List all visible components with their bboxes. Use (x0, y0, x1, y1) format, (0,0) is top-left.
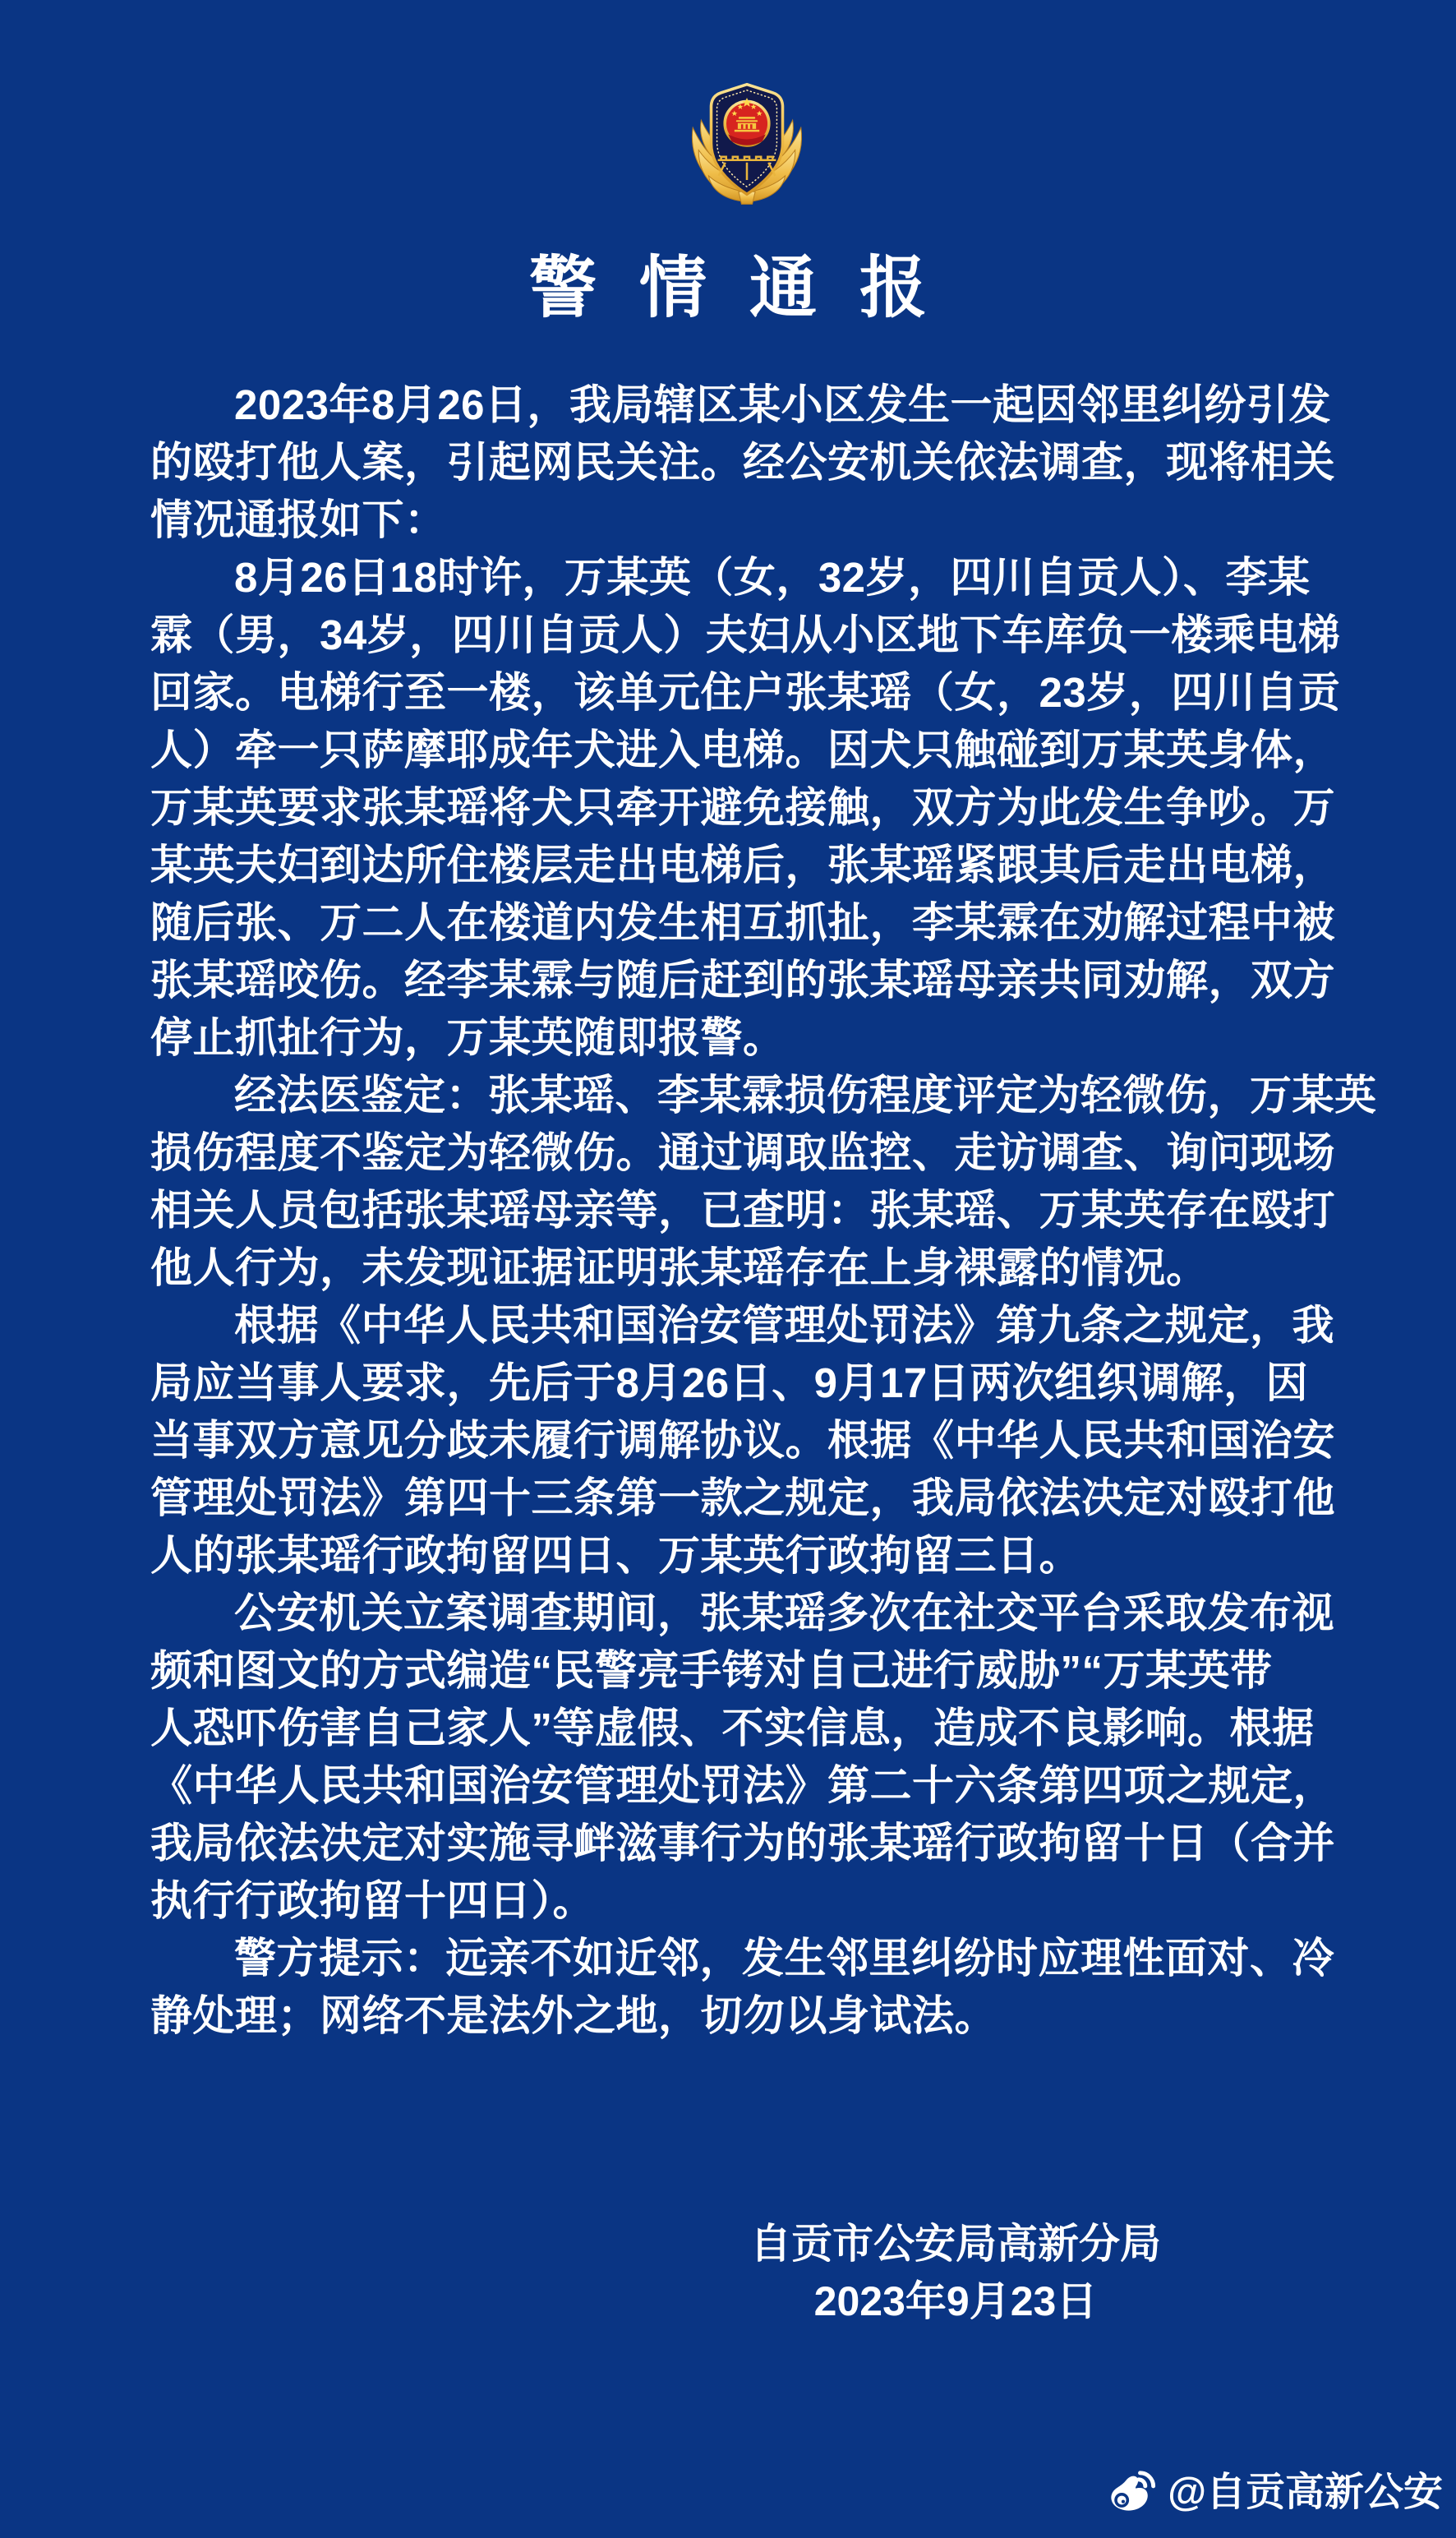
body-line: 《中华人民共和国治安管理处罚法》第二十六条第四项之规定， (150, 1762, 1336, 1809)
body-line: 频和图文的方式编造“民警亮手铐对自己进行威胁”“万某英带 (150, 1647, 1273, 1694)
body-line: 执行行政拘留十四日）。 (150, 1877, 596, 1924)
body-line: 霖（男，34岁，四川自贡人）夫妇从小区地下车库负一楼乘电梯 (150, 611, 1341, 658)
signature-date: 2023年9月23日 (813, 2278, 1098, 2324)
body-line: 人恐吓伤害自己家人”等虚假、不实信息，造成不良影响。根据 (150, 1705, 1315, 1751)
body-line: 当事双方意见分歧未履行调解协议。根据《中华人民共和国治安 (150, 1417, 1336, 1464)
body-line: 静处理；网络不是法外之地，切勿以身试法。 (150, 1992, 998, 2039)
body-text (150, 376, 1377, 2045)
body-line: 张某瑶咬伤。经李某霖与随后赶到的张某瑶母亲共同劝解，双方 (150, 957, 1336, 1004)
body-line: 管理处罚法》第四十三条第一款之规定，我局依法决定对殴打他 (150, 1474, 1336, 1521)
signature-block (709, 2215, 1202, 2330)
body-line: 停止抓扯行为，万某英随即报警。 (150, 1014, 786, 1061)
body-line: 损伤程度不鉴定为轻微伤。通过调取监控、走访调查、询问现场 (150, 1129, 1336, 1176)
body-line: 公安机关立案调查期间，张某瑶多次在社交平台采取发布视 (234, 1590, 1335, 1636)
body-paragraph (150, 1585, 1334, 1930)
body-line: 的殴打他人案，引起网民关注。经公安机关依法调查，现将相关 (150, 439, 1336, 486)
weibo-handle: @自贡高新公安 (1168, 2471, 1443, 2514)
body-line: 相关人员包括张某瑶母亲等，已查明：张某瑶、万某英存在殴打 (150, 1187, 1336, 1234)
notice-title: 警情通报 (528, 251, 970, 325)
body-line: 万某英要求张某瑶将犬只牵开避免接触，双方为此发生争吵。万 (150, 784, 1336, 831)
weibo-icon (1102, 2469, 1158, 2517)
body-line: 他人行为，未发现证据证明张某瑶存在上身裸露的情况。 (150, 1244, 1209, 1291)
agency-signature: 自贡市公安局高新分局 (750, 2221, 1161, 2267)
body-paragraph (150, 1297, 1334, 1585)
body-line: 根据《中华人民共和国治安管理处罚法》第九条之规定，我 (234, 1302, 1335, 1349)
body-line: 经法医鉴定：张某瑶、李某霖损伤程度评定为轻微伤，万某英 (234, 1072, 1377, 1119)
body-paragraph (150, 376, 1334, 549)
body-line: 某英夫妇到达所住楼层走出电梯后，张某瑶紧跟其后走出电梯， (150, 842, 1336, 888)
body-line: 我局依法决定对实施寻衅滋事行为的张某瑶行政拘留十日（合并 (150, 1820, 1336, 1867)
body-paragraph (150, 1067, 1377, 1297)
weibo-watermark (1102, 2469, 1443, 2517)
body-line: 局应当事人要求，先后于8月26日、9月17日两次组织调解，因 (150, 1359, 1309, 1406)
body-line: 警方提示：远亲不如近邻，发生邻里纠纷时应理性面对、冷 (234, 1935, 1335, 1982)
police-badge-icon (676, 76, 818, 206)
body-paragraph (150, 1930, 1334, 2045)
body-line: 情况通报如下： (150, 496, 447, 543)
body-line: 2023年8月26日，我局辖区某小区发生一起因邻里纠纷引发 (234, 381, 1332, 428)
body-paragraph (150, 549, 1341, 1067)
body-line: 人）牵一只萨摩耶成年犬进入电梯。因犬只触碰到万某英身体， (150, 727, 1336, 773)
body-line: 人的张某瑶行政拘留四日、万某英行政拘留三日。 (150, 1532, 1082, 1579)
body-line: 回家。电梯行至一楼，该单元住户张某瑶（女，23岁，四川自贡 (150, 669, 1341, 716)
body-line: 8月26日18时许，万某英（女，32岁，四川自贡人）、李某 (234, 554, 1311, 601)
body-line: 随后张、万二人在楼道内发生相互抓扯，李某霖在劝解过程中被 (150, 899, 1336, 946)
